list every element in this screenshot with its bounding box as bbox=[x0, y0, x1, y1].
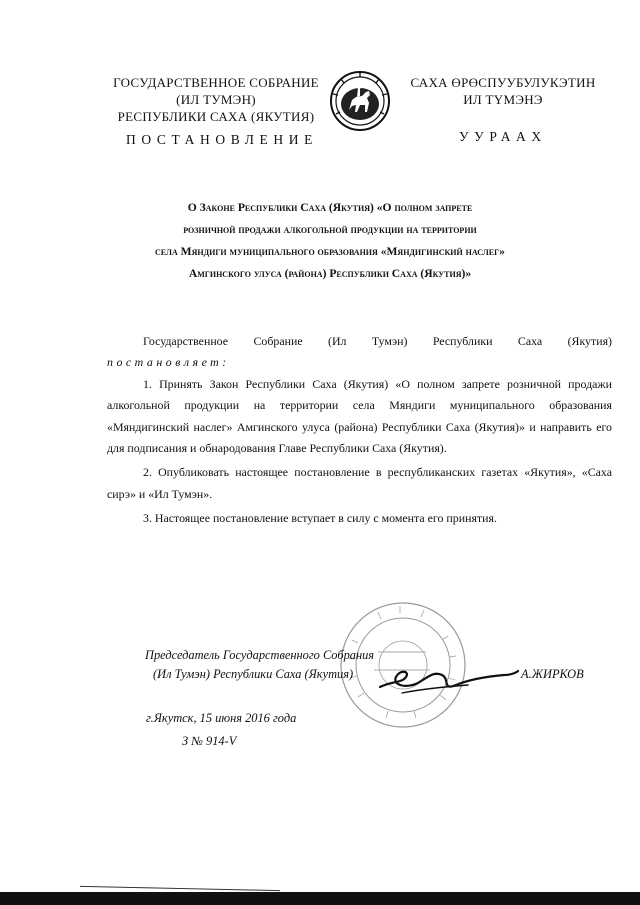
header-right-line-1: САХА ӨРӨСПУУБУЛУКЭТИН bbox=[410, 75, 596, 90]
doc-type-right: УУРААХ bbox=[459, 129, 547, 144]
resolves-word: постановляет: bbox=[107, 355, 230, 370]
header-right bbox=[398, 74, 608, 108]
item-1: 1. Принять Закон Республики Саха (Якутия) «О полном запрете розничной продажи алкогольной продукции на территории села Мяндиги муниципального образования «Мяндигинский наслег» Амгинского улуса (района) Республики Саха (Якутия)» и направить его для подписания и обнародования Главе Республики Саха (Якутия). bbox=[107, 376, 612, 456]
header-right-line-2: ИЛ ТҮМЭНЭ bbox=[463, 92, 543, 107]
header-left-line-2: (ИЛ ТУМЭН) bbox=[176, 92, 256, 107]
signatory-name: А.ЖИРКОВ bbox=[521, 667, 584, 681]
title-line-4: Амгинского улуса (района) Республики Саха (Якутия)» bbox=[188, 267, 472, 280]
header-left-line-3: РЕСПУБЛИКИ САХА (ЯКУТИЯ) bbox=[117, 109, 315, 124]
item-2: 2. Опубликовать настоящее постановление в республиканских газетах «Якутия», «Саха сирэ» и «Ил Тумэн». bbox=[107, 465, 612, 501]
scan-line bbox=[80, 886, 280, 891]
coat-of-arms-icon bbox=[329, 70, 391, 132]
signatory-position-line-1: Председатель Государственного Собрания bbox=[145, 648, 375, 662]
document-number: З № 914-V bbox=[182, 734, 237, 748]
document-title bbox=[110, 197, 550, 285]
title-line-2: розничной продажи алкогольной продукции на территории bbox=[183, 223, 477, 236]
title-line-3: села Мяндиги муниципального образования «Мяндигинский наслег» bbox=[155, 245, 505, 258]
header-left bbox=[100, 74, 332, 125]
signatory-position-line-2: (Ил Тумэн) Республики Саха (Якутия) bbox=[153, 667, 354, 681]
document-body bbox=[107, 331, 612, 530]
intro-paragraph: Государственное Собрание (Ил Тумэн) Республики Саха (Якутия) bbox=[143, 334, 612, 348]
doc-type-left: ПОСТАНОВЛЕНИЕ bbox=[126, 132, 318, 147]
title-line-1: О Законе Республики Саха (Якутия) «О полном запрете bbox=[187, 201, 473, 214]
handwritten-signature-icon bbox=[372, 655, 522, 705]
item-3: 3. Настоящее постановление вступает в силу с момента его принятия. bbox=[143, 511, 497, 526]
scan-edge bbox=[0, 892, 640, 905]
place-date: г.Якутск, 15 июня 2016 года bbox=[146, 711, 297, 725]
header-left-line-1: ГОСУДАРСТВЕННОЕ СОБРАНИЕ bbox=[113, 75, 319, 90]
